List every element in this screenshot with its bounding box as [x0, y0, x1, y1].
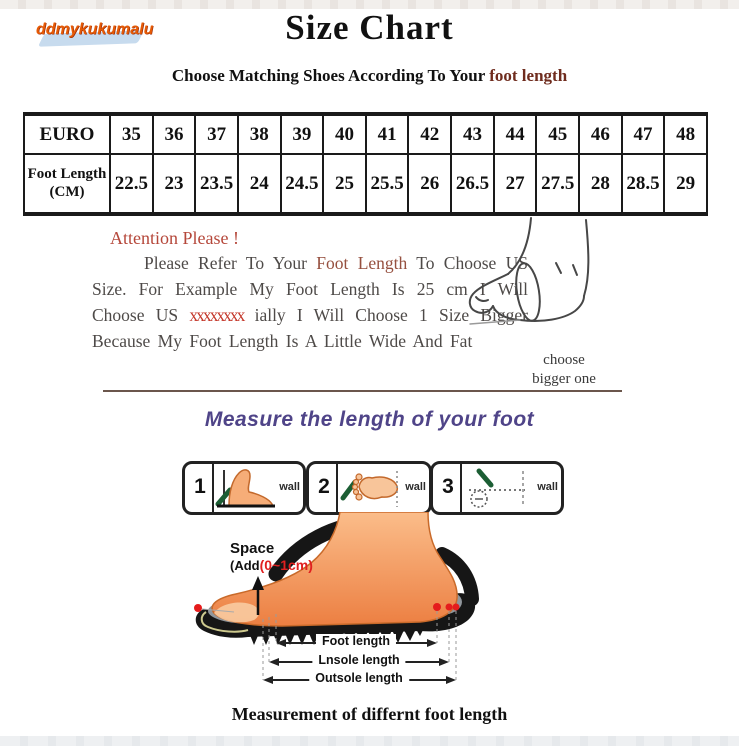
measure-step-1-box: [182, 461, 306, 515]
euro-size-cell: 41: [366, 114, 409, 154]
attention-text: Please Refer To Your: [144, 253, 317, 273]
outsole-length-label: Outsole length: [309, 671, 409, 685]
wall-label: wall: [405, 481, 426, 493]
sketch-ankle-mark: [556, 263, 561, 273]
step-divider: [460, 464, 462, 512]
measure-dot: [433, 603, 441, 611]
attention-text: To Choose US Size. For Example My Foot Length Is 25 cm I Will Choose US: [92, 253, 528, 325]
step3-measure-line-icon: [463, 466, 535, 510]
step-divider: [336, 464, 338, 512]
attention-text: ially I Will Choose 1 Size Bigger Because My Foot Length Is A Little Wide And Fat: [92, 305, 528, 351]
measure-step-3-box: [430, 461, 564, 515]
wall-label: wall: [279, 481, 300, 493]
euro-size-cell: 39: [281, 114, 324, 154]
space-arrowhead: [252, 576, 264, 590]
foot-length-row-label: Foot Length (CM): [24, 154, 110, 214]
euro-size-cell: 46: [579, 114, 622, 154]
euro-size-cell: 40: [323, 114, 366, 154]
foot-length-cell: 27.5: [536, 154, 579, 214]
insole-length-label: Lnsole length: [312, 653, 405, 667]
size-chart-table: [23, 112, 708, 216]
euro-size-cell: 47: [622, 114, 665, 154]
figure-caption: Measurement of differnt foot length: [231, 704, 508, 724]
euro-size-cell: 35: [110, 114, 153, 154]
subtitle-highlight: foot length: [489, 66, 568, 85]
measure-dot: [446, 604, 453, 611]
foot-length-cell: 25: [323, 154, 366, 214]
euro-size-cell: 37: [195, 114, 238, 154]
attention-foot-length-highlight: Foot Length: [316, 253, 408, 273]
euro-size-cell: 38: [238, 114, 281, 154]
foot-length-cell: 25.5: [366, 154, 409, 214]
measure-step-2-box: [306, 461, 432, 515]
foot-length-cell: 23.5: [195, 154, 238, 214]
foot-length-cell: 24: [238, 154, 281, 214]
space-add-prefix: (Add: [230, 558, 260, 573]
sketch-toe-crease: [476, 297, 488, 301]
foot-length-cell: 22.5: [110, 154, 153, 214]
foot-length-cell: 24.5: [281, 154, 324, 214]
subtitle: [0, 66, 739, 86]
attention-paragraph: [92, 250, 528, 354]
foot-measurement-diagram: [190, 512, 580, 712]
step-number: 3: [442, 475, 454, 498]
euro-size-cell: 42: [408, 114, 451, 154]
green-pencil-icon: [343, 482, 355, 498]
subtitle-prefix: Choose Matching Shoes According To Your: [171, 66, 490, 85]
attention-heading: Attention Please !: [110, 228, 239, 248]
foot-length-row: [24, 154, 707, 214]
section-divider-line: [103, 390, 622, 392]
attention-note: [92, 228, 528, 354]
foot-length-cell: 29: [664, 154, 707, 214]
sketch-instep-toe: [470, 274, 508, 313]
step-divider: [212, 464, 214, 512]
space-add-text: [230, 557, 313, 574]
wall-label: wall: [537, 481, 558, 493]
choose-bigger-note: choose bigger one: [532, 352, 596, 387]
euro-size-cell: 43: [451, 114, 494, 154]
step2-footprint-top-view-icon: [339, 466, 403, 510]
sketch-pointer-line: [470, 320, 520, 324]
euro-size-cell: 45: [536, 114, 579, 154]
sketch-girth-ellipse: [513, 262, 544, 323]
sketch-back-leg: [584, 220, 588, 296]
euro-row-label: EURO: [24, 114, 110, 154]
green-pencil-icon: [479, 471, 491, 485]
euro-size-cell: 36: [153, 114, 196, 154]
step-number: 2: [318, 475, 330, 498]
step-number: 1: [194, 475, 206, 498]
bottom-edge-band: [0, 736, 739, 746]
euro-size-cell: 44: [494, 114, 537, 154]
foot-length-cell: 28.5: [622, 154, 665, 214]
space-annotation: [230, 540, 313, 574]
foot-girth-sketch-illustration: [468, 216, 643, 351]
foot-length-cell: 23: [153, 154, 196, 214]
measure-dot: [194, 604, 202, 612]
space-label-text: Space: [230, 540, 275, 557]
euro-size-row: [24, 114, 707, 154]
foot-length-cell: 26.5: [451, 154, 494, 214]
sketch-ankle-mark: [573, 265, 577, 275]
page-title: Size Chart: [285, 8, 454, 47]
foot-length-cell: 27: [494, 154, 537, 214]
measure-dot: [453, 604, 460, 611]
watermark-text: ddmykukumalu: [36, 21, 154, 38]
foot-length-label: Foot length: [316, 634, 396, 648]
measure-section-heading: Measure the length of your foot: [204, 408, 535, 431]
foot-length-cell: 28: [579, 154, 622, 214]
foot-length-cell: 26: [408, 154, 451, 214]
euro-size-cell: 48: [664, 114, 707, 154]
space-add-range: (0~1cm): [259, 557, 313, 573]
attention-redacted-x: xxxxxxxx: [189, 305, 244, 325]
step1-foot-side-view-icon: [215, 466, 279, 510]
